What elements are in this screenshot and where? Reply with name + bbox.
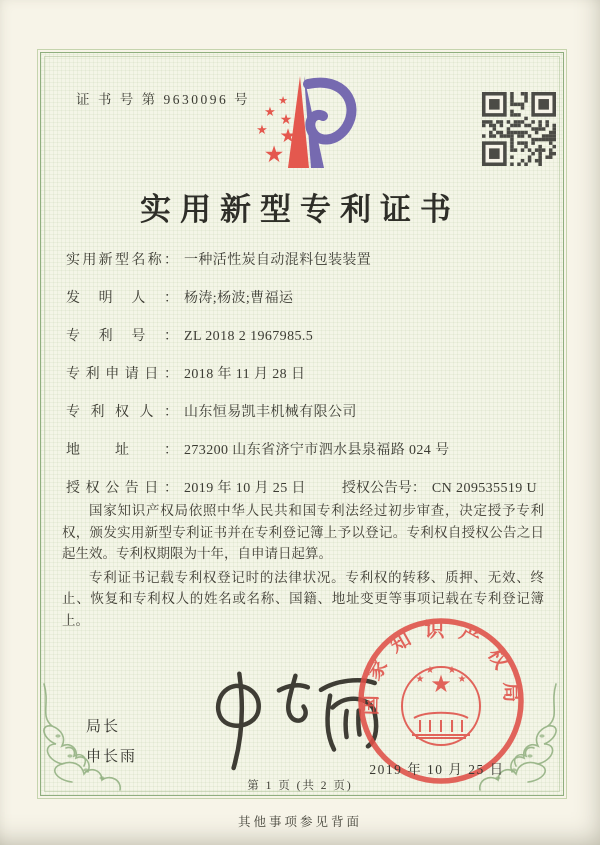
svg-text:★: ★ bbox=[430, 670, 452, 698]
field-inventors bbox=[66, 288, 544, 309]
back-side-note: 其他事项参见背面 bbox=[237, 815, 362, 829]
page-number: 第 1 页 (共 2 页) bbox=[247, 780, 353, 792]
field-label: 地址： bbox=[66, 443, 178, 458]
certificate-title: 实用新型专利证书 bbox=[140, 192, 460, 227]
field-value: 一种活性炭自动混料包装装置 bbox=[184, 253, 372, 268]
svg-text:★: ★ bbox=[415, 674, 425, 685]
field-address bbox=[66, 440, 544, 461]
svg-text:★: ★ bbox=[447, 665, 457, 676]
svg-text:★: ★ bbox=[425, 665, 435, 676]
legal-paragraph: 国家知识产权局依照中华人民共和国专利法经过初步审查，决定授予专利权，颁发实用新型专利证书并在专利登记簿上予以登记。专利权自授权公告之日起生效。专利权期限为十年，自申请日起算。 bbox=[62, 503, 544, 561]
seal-date: 2019 年 10 月 25 日 bbox=[369, 762, 505, 777]
certificate-number: 证 书 号 第 9630096 号 bbox=[76, 92, 251, 107]
field-value: ZL 2018 2 1967985.5 bbox=[184, 329, 314, 344]
field-label: 授权公告号： bbox=[341, 481, 426, 496]
field-value: CN 209535519 U bbox=[431, 481, 538, 496]
field-filing-date bbox=[66, 364, 544, 385]
field-label: 实用新型名称： bbox=[66, 253, 178, 268]
director-block bbox=[86, 712, 137, 772]
director-title: 局长 bbox=[86, 718, 121, 735]
field-value: 273200 山东省济宁市泗水县泉福路 024 号 bbox=[184, 443, 450, 458]
field-value: 2019 年 10 月 25 日 bbox=[184, 481, 306, 496]
seal-text: 国家知识产权局 bbox=[359, 619, 523, 716]
svg-text:★: ★ bbox=[279, 125, 297, 147]
legal-paragraph: 专利证书记载专利权登记时的法律状况。专利权的转移、质押、无效、终止、恢复和专利权人的姓名或名称、国籍、地址变更等事项记载在专利登记簿上。 bbox=[62, 569, 544, 628]
field-label: 专利权人： bbox=[66, 405, 178, 420]
field-utility-model-name bbox=[66, 250, 544, 271]
field-value: 山东恒易凯丰机械有限公司 bbox=[184, 405, 357, 420]
svg-text:★: ★ bbox=[264, 105, 276, 120]
svg-text:★: ★ bbox=[457, 674, 467, 685]
field-patent-number bbox=[66, 326, 544, 347]
field-value: 杨涛;杨波;曹福运 bbox=[184, 291, 294, 306]
svg-text:★: ★ bbox=[279, 112, 293, 128]
field-label: 专利申请日： bbox=[66, 367, 178, 382]
field-label: 专利号： bbox=[66, 329, 178, 344]
field-label: 发明人： bbox=[66, 291, 178, 306]
svg-text:★: ★ bbox=[256, 123, 268, 138]
field-label: 授权公告日： bbox=[66, 481, 178, 496]
svg-text:★: ★ bbox=[263, 142, 285, 168]
field-patentee bbox=[66, 402, 544, 423]
field-value: 2018 年 11 月 28 日 bbox=[184, 367, 306, 382]
qr-code-icon bbox=[482, 92, 556, 166]
cnipa-logo-icon bbox=[248, 68, 362, 184]
field-grant-info bbox=[66, 478, 544, 499]
director-name: 申长雨 bbox=[86, 748, 138, 765]
svg-text:★: ★ bbox=[278, 94, 288, 107]
certificate-fields bbox=[66, 250, 544, 499]
